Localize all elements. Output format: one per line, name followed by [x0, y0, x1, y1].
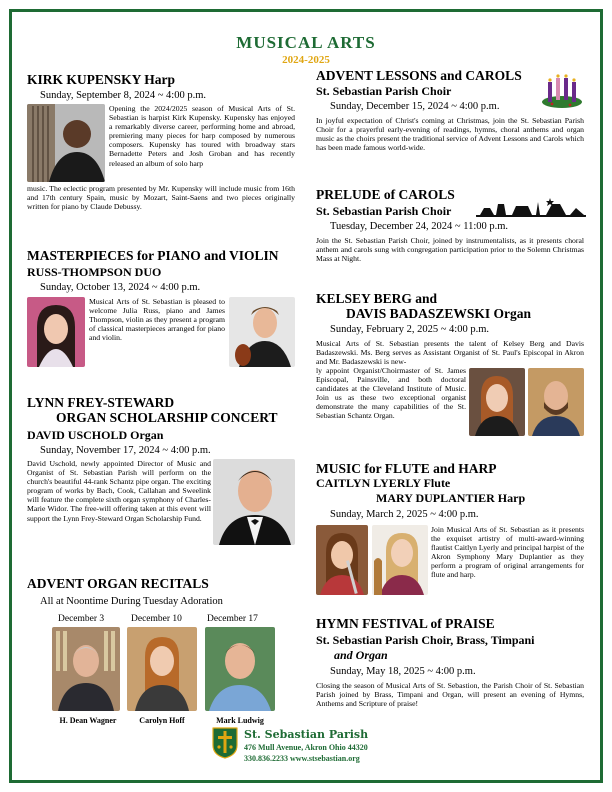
- russ-photo: [27, 297, 85, 367]
- frey-performer: DAVID USCHOLD Organ: [27, 428, 164, 442]
- prelude-date: Tuesday, December 24, 2024 ~ 11:00 p.m.: [330, 221, 509, 232]
- prelude-body: Join the St. Sebastian Parish Choir, joined by instrumentalists, as it presents choral anthem and carols sung with congregation participation prior to the Solemn Christmas Mass at Night.: [316, 236, 584, 264]
- uschold-photo: [213, 459, 295, 545]
- prelude-heading: PRELUDE of CAROLS: [316, 187, 455, 202]
- advent-performer: St. Sebastian Parish Choir: [316, 84, 452, 98]
- frey-date: Sunday, November 17, 2024 ~ 4:00 p.m.: [40, 445, 211, 456]
- parish-name: St. Sebastian Parish: [244, 728, 369, 741]
- recital-name-2: Carolyn Hoff: [139, 716, 185, 725]
- duplantier-photo: [372, 525, 428, 595]
- advent-heading: ADVENT LESSONS and CAROLS: [316, 68, 522, 83]
- flute-performer-2: MARY DUPLANTIER Harp: [376, 491, 526, 505]
- frey-heading-2: ORGAN SCHOLARSHIP CONCERT: [56, 410, 278, 425]
- recitals-heading: ADVENT ORGAN RECITALS: [27, 576, 209, 591]
- recital-date-1: December 3: [58, 614, 105, 624]
- berg-body-full: Musical Arts of St. Sebastian presents the talent of Kelsey Berg and Davis Badaszewski. Ms. Berg serves as Assistant Organist of St. Paul's Episcopal in Akron and Mr. Badaszewski is new-: [316, 339, 584, 367]
- hoff-photo: [127, 627, 197, 711]
- berg-heading-1: KELSEY BERG and: [316, 291, 438, 306]
- prelude-performer: St. Sebastian Parish Choir: [316, 204, 452, 218]
- recital-date-3: December 17: [207, 614, 258, 624]
- recital-name-3: Mark Ludwig: [216, 716, 264, 725]
- hymn-performer-1: St. Sebastian Parish Choir, Brass, Timpani: [316, 633, 535, 647]
- advent-date: Sunday, December 15, 2024 ~ 4:00 p.m.: [330, 101, 500, 112]
- advent-wreath-icon: [540, 70, 584, 110]
- parish-contact: 330.836.2233 www.stsebastian.org: [244, 754, 360, 763]
- flute-heading: MUSIC for FLUTE and HARP: [316, 461, 497, 476]
- kupensky-photo: [27, 104, 105, 182]
- frey-body: David Uschold, newly appointed Director of Music and Organist of St. Sebastian Parish will perform on the church's beautiful 44-rank Schantz pipe organ. The exciting program of works by Bach, Cook, Callahan and Sweelink will feature the complete sixth organ symphony of Charles-Marie Widor. The free-will offering taken at this event will support the Lynn Frey-Steward Organ Scholarship Fund.: [27, 459, 211, 523]
- masterpieces-body: Musical Arts of St. Sebastian is pleased to welcome Julia Russ, piano and James Thompson, violin as they present a program of classical masterpieces arranged for piano and violin.: [89, 297, 225, 343]
- wagner-photo: [52, 627, 120, 711]
- badaszewski-photo: [528, 368, 584, 436]
- lyerly-photo: [316, 525, 368, 595]
- berg-date: Sunday, February 2, 2025 ~ 4:00 p.m.: [330, 324, 489, 335]
- hymn-performer-2: and Organ: [334, 648, 388, 662]
- kupensky-body-wrap: Opening the 2024/2025 season of Musical Arts of St. Sebastian is harpist Kirk Kupensky. Kupensky has enjoyed a remarkably diverse career, performing home and abroad, premiering many pieces for harp composed by numerous composers. Kupensky has toured with broadway stars Bernadette Peters and Josh Groban and has recently released an album of solo harp: [109, 104, 295, 168]
- masterpieces-date: Sunday, October 13, 2024 ~ 4:00 p.m.: [40, 282, 201, 293]
- parish-address: 476 Mull Avenue, Akron Ohio 44320: [244, 743, 368, 752]
- kupensky-date: Sunday, September 8, 2024 ~ 4:00 p.m.: [40, 90, 206, 101]
- flute-date: Sunday, March 2, 2025 ~ 4:00 p.m.: [330, 509, 479, 520]
- berg-body-wrap: ly appoint Organist/Choirmaster of St. James Episcopal, Painsville, and both doctoral candidates at the Cleveland Institute of Music. Join us as these two exceptional organist demonstrate the many capabilities of the St. Sebastian Schantz Organ.: [316, 366, 466, 421]
- recital-date-2: December 10: [131, 614, 182, 624]
- frey-heading-1: LYNN FREY-STEWARD: [27, 395, 175, 410]
- berg-photo: [469, 368, 525, 436]
- hymn-heading: HYMN FESTIVAL of PRAISE: [316, 616, 495, 631]
- season-label: 2024-2025: [282, 54, 330, 66]
- thompson-photo: [229, 297, 295, 367]
- hymn-body: Closing the season of Musical Arts of St. Sebastion, the Parish Choir of St. Sebastian Parish joined by Brass, Timpani and Organ, will present an evening of Hymns, Anthems and Scripture of praise!: [316, 681, 584, 709]
- flute-body: Join Musical Arts of St. Sebastian as it presents the exquiset artistry of multi-award-winning flautist Caitlyn Lyerly and principal harpist of the Akron Symphony Mary Duplantier as they perform a program of original arrangements for flute and harp.: [431, 525, 584, 580]
- advent-body: In joyful expectation of Christ's coming at Christmas, join the St. Sebastian Parish Choir for a prayerful early-evening of readings, hymns, choral anthems and organ music as the choirs present the traditional service of Advent Lessons and Carols which has been made famous world-wide.: [316, 116, 584, 153]
- hymn-date: Sunday, May 18, 2025 ~ 4:00 p.m.: [330, 666, 476, 677]
- recital-name-1: H. Dean Wagner: [59, 716, 117, 725]
- ludwig-photo: [205, 627, 275, 711]
- parish-crest-icon: [212, 727, 238, 759]
- masterpieces-heading: MASTERPIECES for PIANO and VIOLIN: [27, 248, 279, 263]
- kupensky-heading: KIRK KUPENSKY Harp: [27, 72, 176, 87]
- kupensky-body: music. The eclectic program presented by Mr. Kupensky will include music from 16th and 17th century Spain, music by Mozart, Saint-Saens and two pieces originally written for piano by Claude Debussy.: [27, 184, 295, 212]
- flute-performer-1: CAITLYN LYERLY Flute: [316, 476, 451, 490]
- nativity-silhouette-icon: [476, 196, 586, 218]
- masterpieces-performers: RUSS-THOMPSON DUO: [27, 265, 162, 279]
- recitals-subheading: All at Noontime During Tuesday Adoration: [40, 596, 223, 607]
- page-title: MUSICAL ARTS: [236, 33, 376, 52]
- berg-heading-2: DAVIS BADASZEWSKI Organ: [346, 306, 532, 321]
